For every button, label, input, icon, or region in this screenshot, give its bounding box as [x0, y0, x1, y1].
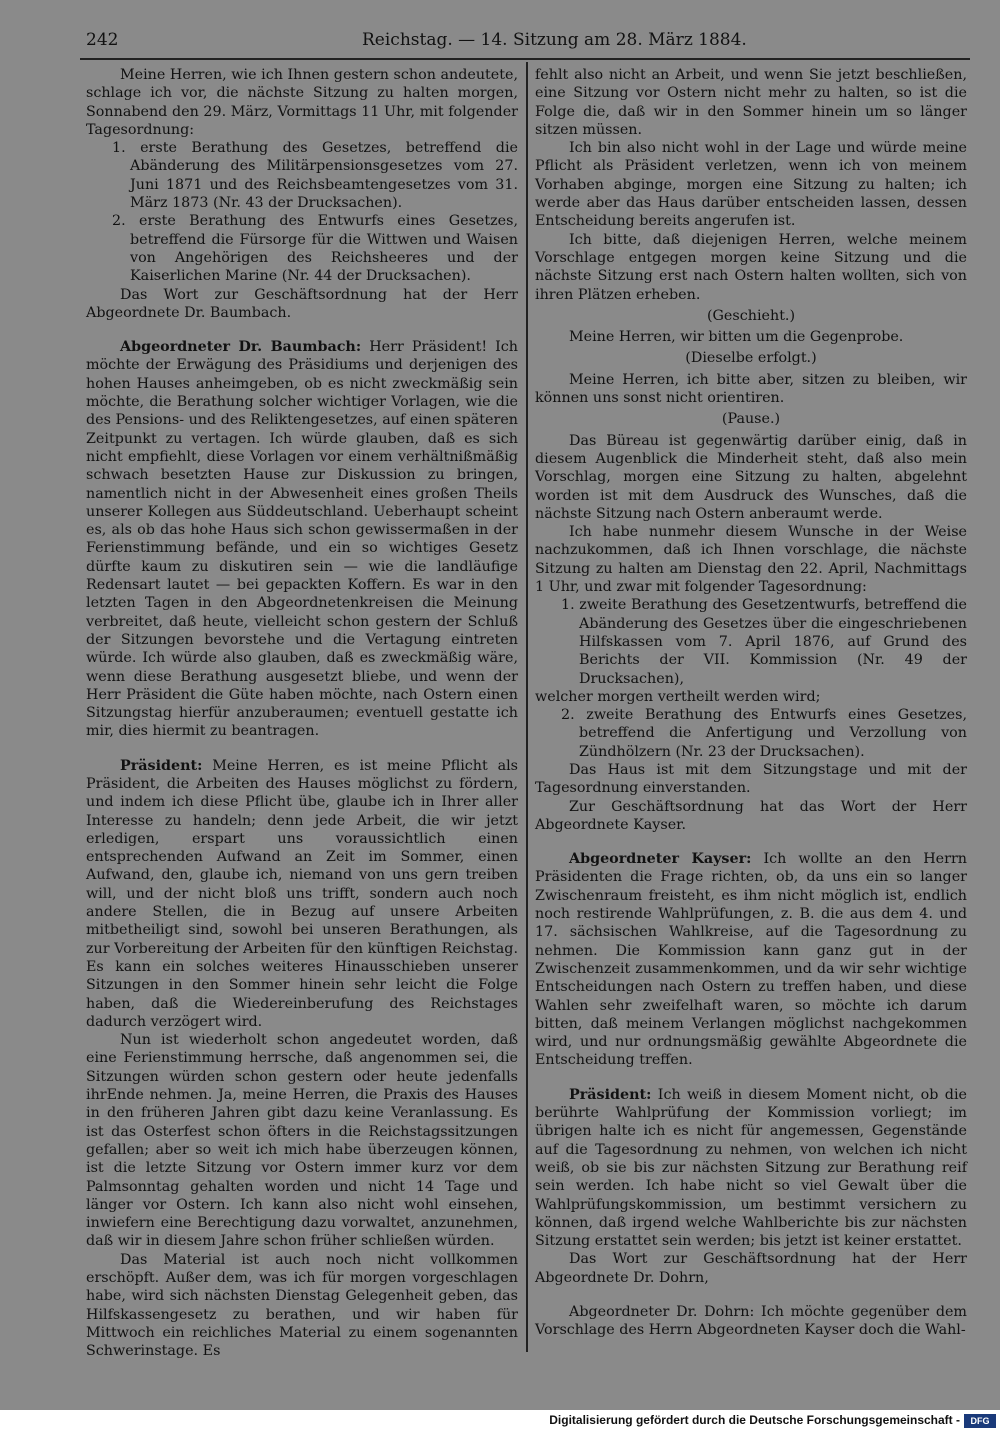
- column-divider: [526, 62, 528, 1352]
- agenda-item: 2. erste Berathung des Entwurfs eines Gesetzes, betreffend die Fürsorge für die Wittwen und Waisen von Angehörigen des Reichsheeres und der Kaiserlichen Marine (Nr. 44 der Drucksachen).: [112, 213, 518, 285]
- speech-text: Meine Herren, es ist meine Pflicht als Präsident, die Arbeiten des Hauses möglichst zu fördern, und indem ich diese Pflicht übe, glaube ich in Ihrer aller Interesse zu handeln; denn jede Arbeit, die wir jetzt erledigen, erspart uns voraussichtlich einen entsprechenden Aufwand an Zeit im Sommer, einen Aufwand, den, glaube ich, niemand von uns gern treiben will, und der nicht bloß uns trifft, sondern auch noch andere Stellen, die in Bezug auf unsere Arbeiten mitbetheiligt sind, sowohl bei unseren Berathungen, als zur Vorbereitung der Arbeiten für den künftigen Reichstag. Es kann ein solches weiteres Hinausschieben unserer Sitzungen in den Sommer hinein sehr leicht die Folge haben, daß die Wiedereinberufung des Reichstages dadurch verzögert wird.: [86, 757, 518, 1030]
- footer-bar: [0, 1411, 1000, 1432]
- agenda-item: 1. zweite Berathung des Gesetzentwurfs, betreffend die Abänderung des Gesetzes über die eingeschriebenen Hilfskassen vom 7. April 1876, auf Grund des Berichts der VII. Kommission (Nr. 49 der Drucksachen),: [561, 597, 967, 687]
- speech-paragraph: [535, 1303, 967, 1340]
- speaker-name: Präsident:: [569, 1086, 652, 1103]
- running-head: Reichstag. — 14. Sitzung am 28. März 1884.: [362, 30, 747, 50]
- stage-direction: (Geschieht.): [706, 307, 796, 324]
- speech-paragraph: [86, 338, 518, 741]
- paragraph: fehlt also nicht an Arbeit, und wenn Sie jetzt beschließen, eine Sitzung vor Ostern nicht mehr zu halten, so ist die Folge die, daß wir in den Sommer hinein um so länger sitzen müssen.: [535, 67, 967, 138]
- speaker-name: Abgeordneter Dr. Baumbach:: [120, 339, 362, 356]
- paragraph: welcher morgen vertheilt werden wird;: [535, 688, 821, 705]
- speech-paragraph: [535, 850, 967, 1070]
- paragraph: Zur Geschäftsordnung hat das Wort der Herr Abgeordnete Kayser.: [535, 798, 967, 833]
- agenda-item: 1. erste Berathung des Gesetzes, betreffend die Abänderung des Militärpensionsgesetzes vom 27. Juni 1871 und des Reichsbeamtengesetzes vom 31. März 1873 (Nr. 43 der Drucksachen).: [112, 140, 518, 212]
- speech-paragraph: [86, 757, 518, 1031]
- speaker-name: Abgeordneter Dr. Dohrn:: [569, 1304, 755, 1320]
- agenda-item: 2. zweite Berathung des Entwurfs eines Gesetzes, betreffend die Anfertigung und Verzollung von Zündhölzern (Nr. 23 der Drucksachen).: [561, 707, 967, 760]
- paragraph: Ich habe nunmehr diesem Wunsche in der Weise nachzukommen, daß ich Ihnen vorschlage, die nächste Sitzung zu halten am Dienstag den 22. April, Nachmittags 1 Uhr, und zwar mit folgender Tagesordnung:: [535, 524, 967, 596]
- paragraph: Meine Herren, wir bitten um die Gegenprobe.: [569, 329, 904, 346]
- paragraph: Nun ist wiederholt schon angedeutet worden, daß eine Ferienstimmung herrsche, daß angenommen sei, die Sitzungen würden schon gestern oder heute jedenfalls ihrEnde nehmen. Ja, meine Herren, die Praxis des Hauses in den früheren Jahren gibt dazu keine Veranlassung. Es ist das Osterfest schon öfters in die Reichstagssitzungen gefallen; aber so weit ich mich habe überzeugen können, ist die letzte Sitzung vor Ostern immer kurz vor dem Palmsonntag gehalten worden und nicht 14 Tage und länger vor Ostern. Ich kann also nicht wohl einsehen, inwiefern eine Berechtigung dazu vorwaltet, anzunehmen, daß wir in diesem Jahre schon früher schließen würden.: [86, 1032, 518, 1250]
- paragraph: Das Büreau ist gegenwärtig darüber einig, daß in diesem Augenblick die Minderheit steht, daß also mein Vorschlag, morgen eine Sitzung zu halten, abgelehnt worden ist mit dem Ausdruck des Wunsches, daß die nächste Sitzung nach Ostern anberaumt werde.: [535, 432, 967, 522]
- speech-text: Herr Präsident! Ich möchte der Erwägung des Präsidiums und derjenigen des hohen Hauses anheimgeben, ob es nicht zweckmäßig sein möchte, die Berathung solcher wichtiger Vorlagen, wie die des Pensions- und des Reliktengesetzes, auf einen späteren Zeitpunkt zu vertagen. Ich würde glauben, daß es sich nicht empfiehlt, diese Vorlagen vor einem verhältnißmäßig schwach besetzten Hause zur Diskussion zu bringen, namentlich nicht in der Abwesenheit eines großen Theils unserer Kollegen aus Süddeutschland. Ueberhaupt scheint es, als ob das hohe Haus sich schon gewissermaßen in der Ferienstimmung befände, und ein so wichtiges Gesetz dürfte kaum zu diskutiren sein — wie die landläufige Redensart lautet — bei gepackten Koffern. Es war in den letzten Tagen in den Abgeordnetenkreisen die Meinung verbreitet, daß heute, vielleicht schon gestern der Schluß der Sitzungen bevorstehe und die Vertagung eintreten würde. Ich würde also glauben, daß es zweckmäßig wäre, wenn diese Berathung ausgesetzt bliebe, und wenn der Herr Präsident die Güte haben möchte, nach Ostern einen Sitzungstag hierfür anzuberaumen; eventuell gestatte ich mir, dies hiermit zu beantragen.: [86, 339, 519, 740]
- page-number: 242: [86, 30, 119, 50]
- speech-text: Ich wollte an den Herrn Präsidenten die Frage richten, ob, da uns ein so langer Zwischenraum freisteht, es ihm nicht möglich ist, endlich noch restirende Wahlprüfungen, z. B. die aus dem 4. und 17. sächsischen Wahlkreise, auf die Tagesordnung zu nehmen. Die Kommission kann ganz gut in der Zwischenzeit zusammenkommen, und da wir sehr wichtige Entscheidungen nach Ostern zu treffen haben, und diese Wahlen sehr zweifelhaft waren, so möchte ich darum bitten, daß meinem Verlangen möglichst nachgekommen wird, und nur ordnungsmäßig gewählte Abgeordnete die Entscheidung treffen.: [535, 851, 968, 1069]
- paragraph: Das Wort zur Geschäftsordnung hat der Herr Abgeordnete Dr. Dohrn,: [535, 1251, 967, 1286]
- dfg-logo: DFG: [964, 1414, 996, 1428]
- stage-direction: (Pause.): [721, 411, 781, 428]
- right-column: [535, 66, 967, 1340]
- speech-text: Ich weiß in diesem Moment nicht, ob die berührte Wahlprüfung der Kommission vorliegt; im übrigen halte ich es nicht für angemessen, Gegenstände auf die Tagesordnung zu nehmen, von welchen ich nicht weiß, ob sie bis zur nächsten Sitzung zur Berathung reif sein werden. Ich habe nicht so viel Gewalt über die Wahlprüfungskommission, um bestimmt versichern zu können, daß irgend welche Wahlberichte bis zur nächsten Sitzung erstattet sein werden; bis jetzt ist keiner erstattet.: [535, 1086, 967, 1250]
- paragraph: Das Material ist auch noch nicht vollkommen erschöpft. Außer dem, was ich für morgen vorgeschlagen habe, wird sich nächsten Dienstag Gelegenheit geben, das Hilfskassengesetz zu berathen, und wir haben für Mittwoch ein reichliches Material zu einem sogenannten Schwerinstage. Es: [86, 1251, 518, 1360]
- paragraph: Das Wort zur Geschäftsordnung hat der Herr Abgeordnete Dr. Baumbach.: [86, 286, 518, 321]
- funding-notice: Digitalisierung gefördert durch die Deutsche Forschungsgemeinschaft -: [549, 1413, 960, 1427]
- paragraph: Das Haus ist mit dem Sitzungstage und mit der Tagesordnung einverstanden.: [535, 761, 967, 797]
- speaker-name: Präsident:: [120, 757, 203, 774]
- header-rule: [80, 58, 970, 60]
- left-column: [86, 66, 518, 1360]
- speaker-name: Abgeordneter Kayser:: [569, 851, 752, 868]
- page-header: [86, 30, 966, 54]
- stage-direction: (Dieselbe erfolgt.): [685, 350, 817, 367]
- paragraph: Meine Herren, ich bitte aber, sitzen zu bleiben, wir können uns sonst nicht orientiren.: [535, 371, 967, 407]
- paragraph: Meine Herren, wie ich Ihnen gestern schon andeutete, schlage ich vor, die nächste Sitzung zu halten morgen, Sonnabend den 29. März, Vormittags 11 Uhr, mit folgender Tagesordnung:: [86, 67, 518, 138]
- speech-text: Ich möchte gegenüber dem Vorschlage des Herrn Abgeordneten Kayser doch die Wahl-: [535, 1304, 967, 1339]
- paragraph: Ich bin also nicht wohl in der Lage und würde meine Pflicht als Präsident verletzen, wenn ich von meinem Vorhaben abginge, morgen eine Sitzung zu halten; ich werde aber das Haus darüber entscheiden lassen, dessen Entscheidung bereits angerufen ist.: [535, 140, 967, 230]
- speech-paragraph: [535, 1086, 967, 1251]
- paragraph: Ich bitte, daß diejenigen Herren, welche meinem Vorschlage entgegen morgen keine Sitzung und die nächste Sitzung erst nach Ostern halten wollten, sich von ihren Plätzen erheben.: [535, 231, 967, 303]
